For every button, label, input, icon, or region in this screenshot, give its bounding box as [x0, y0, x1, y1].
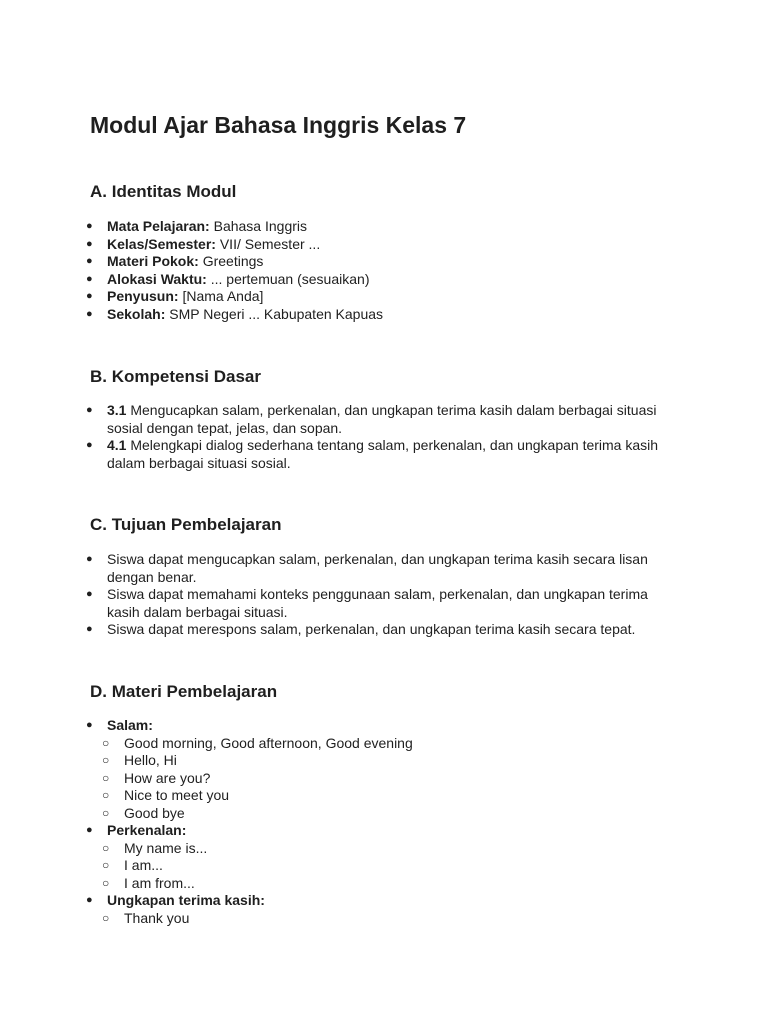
list-item [0, 271, 768, 289]
item-text: Siswa dapat merespons salam, perkenalan, dan ungkapan terima kasih secara tepat. [107, 621, 636, 637]
circle-bullet-icon: ○ [102, 805, 110, 820]
item-value: ... pertemuan (sesuaikan) [206, 270, 370, 287]
item-text: Siswa dapat mengucapkan salam, perkenalan, dan ungkapan terima kasih secara lisan dengan benar. [107, 551, 648, 585]
item-label: Sekolah: [107, 305, 166, 322]
kompetensi-dasar-list [0, 402, 768, 472]
bullet-icon: ● [86, 272, 93, 285]
group-label: Perkenalan: [107, 822, 187, 838]
circle-bullet-icon: ○ [102, 840, 110, 855]
section-a-heading: A. Identitas Modul [90, 182, 237, 201]
section-c-heading: C. Tujuan Pembelajaran [90, 515, 282, 534]
list-item [0, 236, 768, 254]
bullet-icon: ● [86, 439, 93, 451]
sub-list-item [0, 752, 768, 770]
bullet-icon: ● [86, 719, 93, 731]
item-text: Good bye [124, 804, 185, 821]
group-label: Ungkapan terima kasih: [107, 892, 265, 908]
item-value: VII/ Semester ... [215, 235, 321, 252]
sub-list-item [0, 875, 768, 893]
bullet-icon: ● [86, 255, 93, 267]
circle-bullet-icon: ○ [102, 910, 110, 925]
sub-list-item [0, 840, 768, 858]
sub-list-item [0, 805, 768, 823]
list-item [0, 306, 768, 324]
list-item [0, 621, 768, 639]
item-label: Mata Pelajaran: [107, 218, 210, 234]
bullet-icon: ● [86, 220, 93, 232]
item-value: Greetings [198, 253, 264, 269]
identitas-modul-list [0, 218, 768, 323]
item-label: Alokasi Waktu: [107, 270, 207, 287]
sub-list-item [0, 910, 768, 928]
item-value: SMP Negeri ... Kabupaten Kapuas [165, 305, 384, 322]
sub-list-item [0, 787, 768, 805]
section-b-heading: B. Kompetensi Dasar [90, 367, 261, 386]
item-label: 4.1 [107, 437, 127, 453]
list-item [0, 892, 768, 910]
bullet-icon: ● [86, 237, 93, 250]
item-value: Bahasa Inggris [209, 218, 308, 234]
item-text: Hello, Hi [124, 752, 177, 768]
bullet-icon: ● [86, 290, 93, 302]
document-title: Modul Ajar Bahasa Inggris Kelas 7 [90, 112, 467, 138]
bullet-icon: ● [86, 307, 93, 320]
circle-bullet-icon: ○ [102, 735, 110, 750]
item-text: Good morning, Good afternoon, Good evening [124, 734, 413, 751]
list-item [0, 437, 768, 472]
list-item [0, 218, 768, 236]
sub-list-item [0, 770, 768, 788]
materi-pembelajaran-list [0, 717, 768, 927]
item-label: 3.1 [107, 402, 127, 418]
circle-bullet-icon: ○ [102, 788, 110, 802]
item-value: Mengucapkan salam, perkenalan, dan ungkapan terima kasih dalam berbagai situasi sosial dengan tepat, jelas, dan sopan. [107, 402, 657, 436]
item-text: My name is... [124, 839, 208, 856]
item-text: How are you? [124, 769, 211, 786]
sub-list-item [0, 857, 768, 875]
section-d-heading: D. Materi Pembelajaran [90, 682, 278, 701]
item-text: Thank you [124, 909, 190, 926]
item-text: I am... [124, 857, 163, 873]
bullet-icon: ● [86, 404, 93, 416]
sub-list-item [0, 735, 768, 753]
list-item [0, 288, 768, 306]
bullet-icon: ● [86, 553, 93, 565]
bullet-icon: ● [86, 588, 93, 600]
bullet-icon: ● [86, 623, 93, 635]
list-item [0, 717, 768, 735]
item-text: I am from... [124, 874, 195, 891]
list-item [0, 822, 768, 840]
tujuan-pembelajaran-list [0, 551, 768, 639]
list-item [0, 586, 768, 621]
item-label: Kelas/Semester: [107, 235, 216, 252]
item-text: Siswa dapat memahami konteks penggunaan salam, perkenalan, dan ungkapan terima kasih dalam berbagai situasi. [107, 586, 648, 620]
item-value: [Nama Anda] [178, 288, 264, 304]
bullet-icon: ● [86, 824, 93, 836]
list-item [0, 551, 768, 586]
item-text: Nice to meet you [124, 787, 230, 803]
item-value: Melengkapi dialog sederhana tentang salam, perkenalan, dan ungkapan terima kasih dalam berbagai situasi sosial. [107, 437, 659, 471]
item-label: Penyusun: [107, 288, 179, 304]
list-item [0, 402, 768, 437]
item-label: Materi Pokok: [107, 253, 199, 269]
list-item [0, 253, 768, 271]
circle-bullet-icon: ○ [102, 875, 110, 890]
circle-bullet-icon: ○ [102, 770, 110, 785]
bullet-icon: ● [86, 894, 93, 906]
circle-bullet-icon: ○ [102, 753, 110, 767]
circle-bullet-icon: ○ [102, 858, 110, 872]
group-label: Salam: [107, 717, 153, 733]
